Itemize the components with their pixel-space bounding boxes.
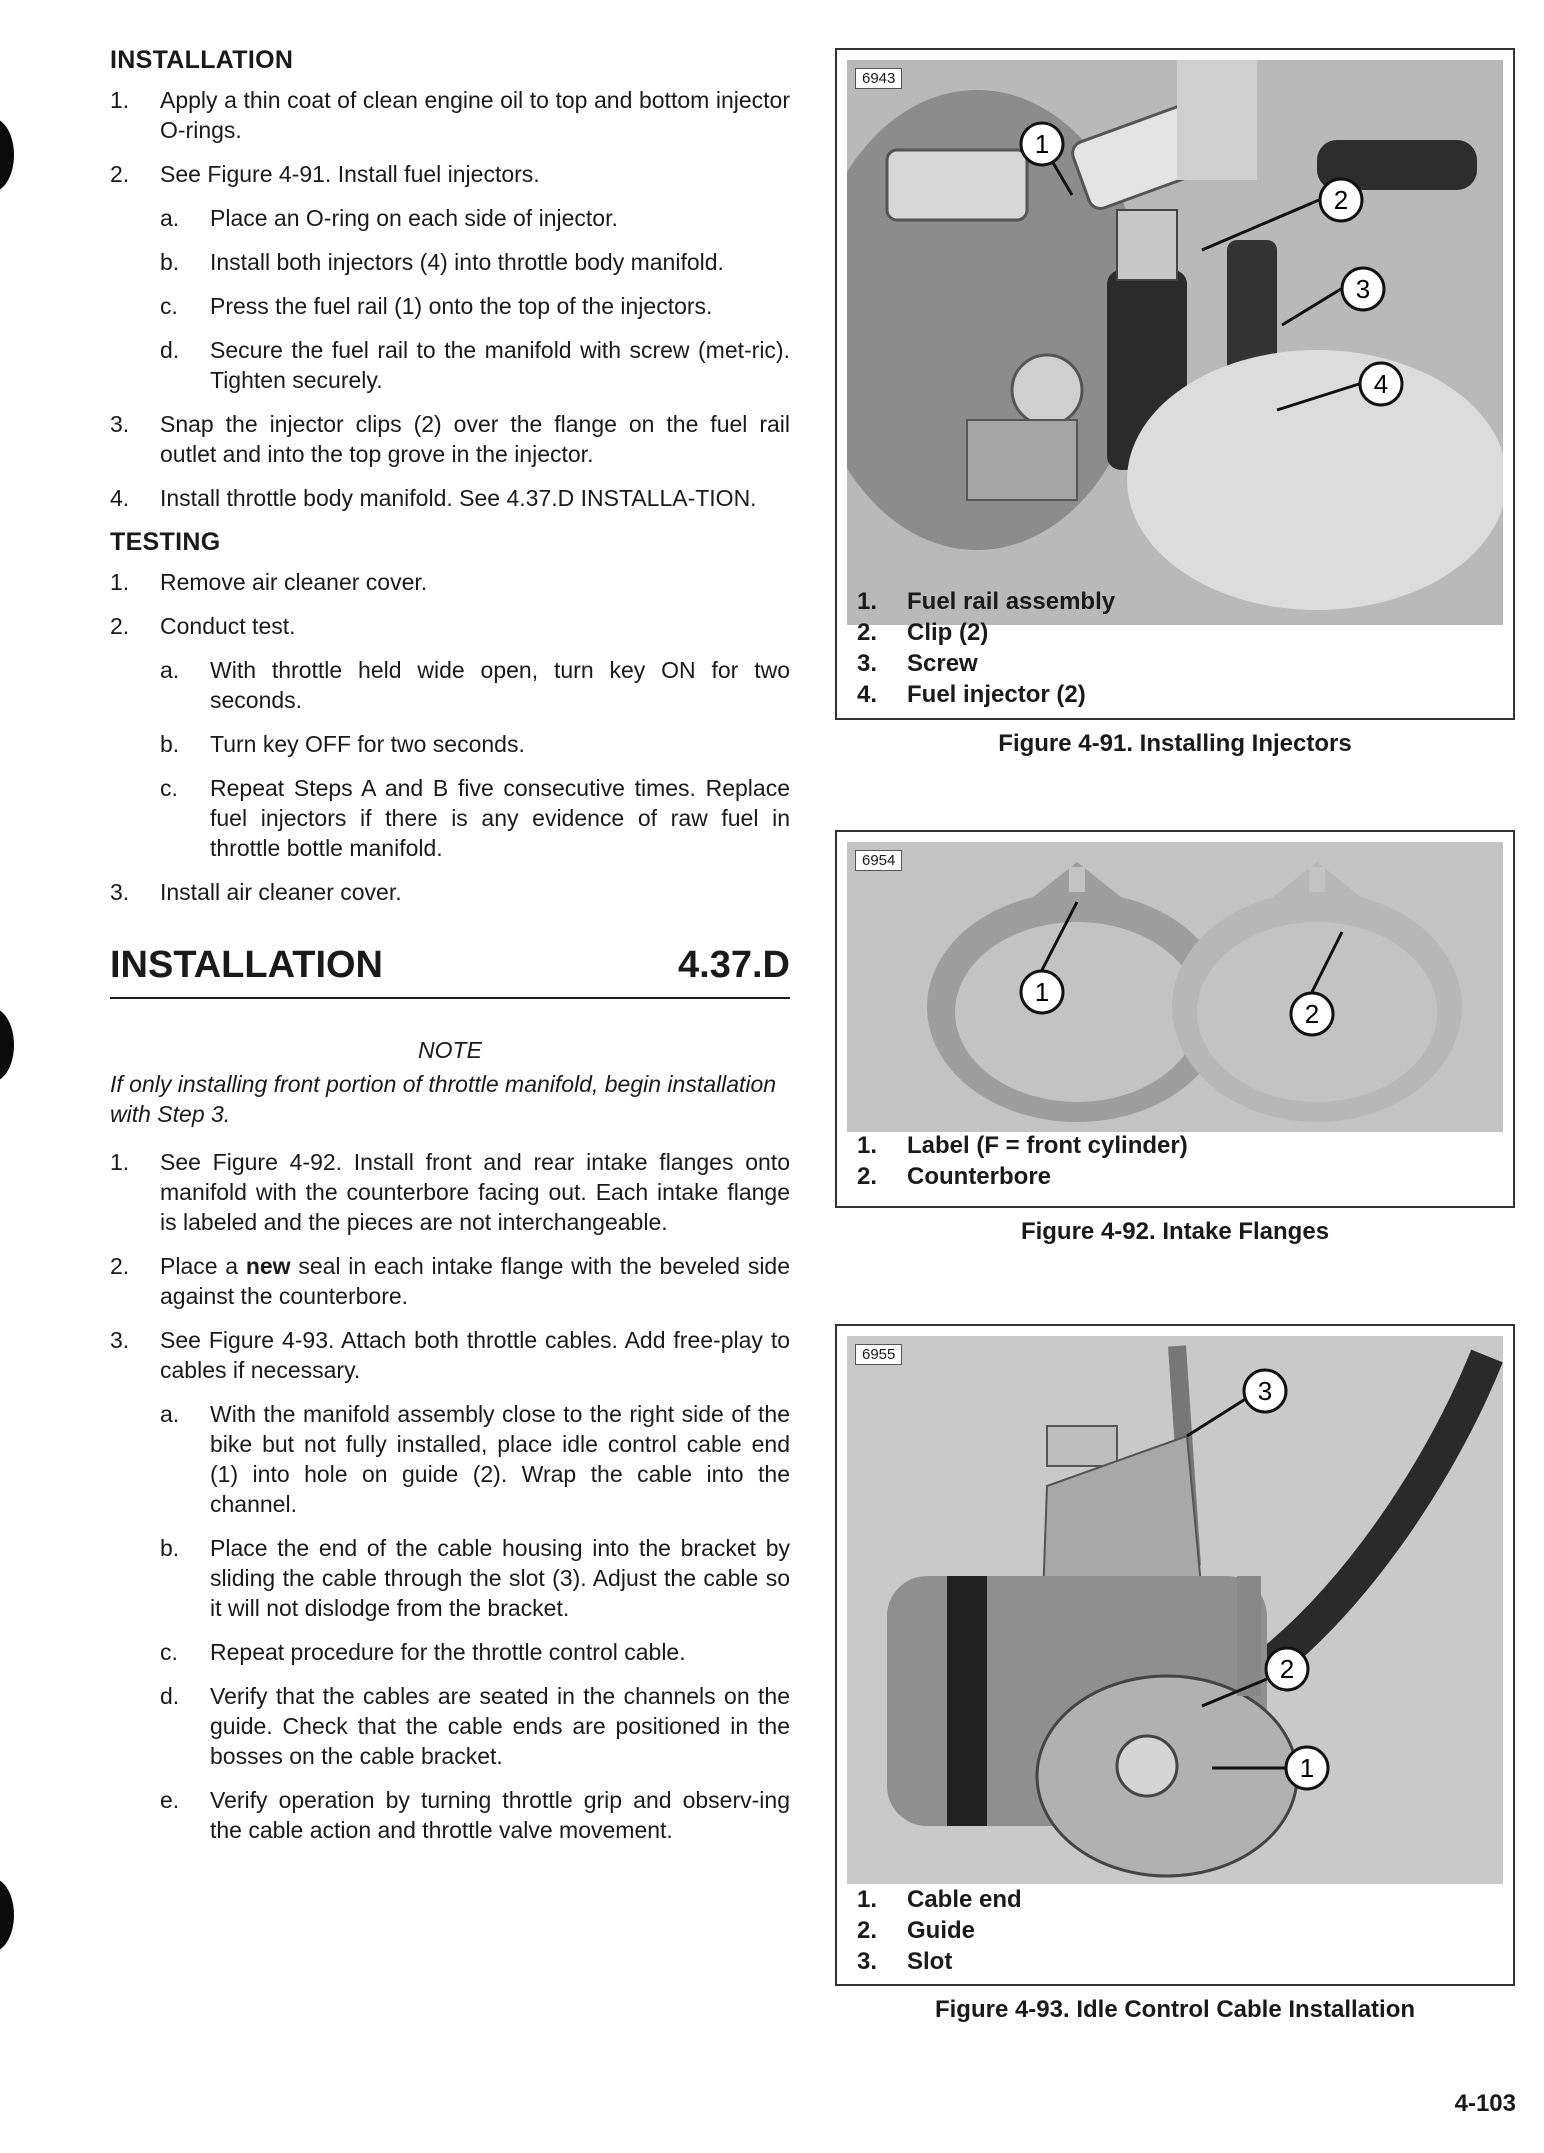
svg-text:1: 1	[1034, 129, 1050, 159]
callout-1	[1021, 123, 1063, 165]
legend-item: 1. Fuel rail assembly	[857, 588, 1116, 615]
testing-substep: a. With throttle held wide open, turn key ON for two seconds.	[160, 657, 790, 713]
callout-3	[1244, 1370, 1286, 1412]
callout-2	[1320, 179, 1362, 221]
binder-hole-bottom	[0, 1878, 14, 1952]
flanges-photo	[847, 842, 1503, 1132]
callout-2	[1291, 993, 1333, 1035]
testing-step: 2. Conduct test.	[110, 613, 296, 639]
flanges-illustration	[847, 842, 1503, 1132]
callout-2	[1266, 1648, 1308, 1690]
install-substep: c. Press the fuel rail (1) onto the top of the injectors.	[160, 293, 713, 319]
testing-step: 3. Install air cleaner cover.	[110, 879, 402, 905]
photo-id: 6943	[855, 68, 902, 89]
binder-hole-top	[0, 118, 14, 192]
figure-caption: Figure 4-92. Intake Flanges	[1020, 1218, 1330, 1245]
svg-text:2: 2	[1333, 185, 1349, 215]
legend-item: 3. Slot	[857, 1948, 953, 1975]
install-step: 4. Install throttle body manifold. See 4.37.D INSTALLA-TION.	[110, 485, 757, 511]
testing-step: 1. Remove air cleaner cover.	[110, 569, 428, 595]
callout-1	[1286, 1747, 1328, 1789]
section-title: INSTALLATION	[110, 944, 383, 986]
svg-text:2: 2	[1279, 1654, 1295, 1684]
figure-4-93	[835, 1324, 1515, 1986]
callout-3	[1342, 268, 1384, 310]
testing-heading: TESTING	[110, 528, 221, 556]
figure-caption: Figure 4-93. Idle Control Cable Installation	[934, 1996, 1416, 2023]
cable-illustration	[847, 1336, 1503, 1884]
photo-id: 6955	[855, 1344, 902, 1365]
section-header	[110, 945, 790, 999]
section-number: 4.37.D	[678, 944, 790, 986]
photo-id: 6954	[855, 850, 902, 871]
svg-text:1: 1	[1034, 977, 1050, 1007]
injector-illustration	[847, 60, 1503, 625]
install-step: 3. Snap the injector clips (2) over the flange on the fuel rail outlet and into the top grove in the injector.	[110, 411, 790, 467]
install-step: 2. See Figure 4-91. Install fuel injectors.	[110, 161, 540, 187]
legend-item: 2. Counterbore	[857, 1163, 1051, 1190]
installation-heading: INSTALLATION	[110, 46, 294, 74]
testing-substep: b. Turn key OFF for two seconds.	[160, 731, 525, 757]
section-substep: c. Repeat procedure for the throttle control cable.	[160, 1639, 686, 1665]
section-substep: a. With the manifold assembly close to the right side of the bike but not fully installed, place idle control cable end (1) into hole on guide (2). Wrap the cable into the channel.	[160, 1401, 790, 1517]
install-substep: b. Install both injectors (4) into throttle body manifold.	[160, 249, 724, 275]
section-step: 1. See Figure 4-92. Install front and rear intake flanges onto manifold with the counterbore facing out. Each intake flange is labeled and the pieces are not interchangeable.	[110, 1149, 790, 1235]
svg-text:1: 1	[1299, 1753, 1315, 1783]
callout-1	[1021, 971, 1063, 1013]
svg-text:4: 4	[1373, 369, 1389, 399]
section-step: 3. See Figure 4-93. Attach both throttle cables. Add free-play to cables if necessary.	[110, 1327, 790, 1383]
install-substep: d. Secure the fuel rail to the manifold with screw (met-ric). Tighten securely.	[160, 337, 790, 393]
svg-text:2: 2	[1304, 999, 1320, 1029]
section-step: 2. Place a new seal in each intake flange with the beveled side against the counterbore.	[110, 1253, 791, 1309]
svg-text:3: 3	[1355, 274, 1371, 304]
figure-legend	[857, 1884, 1022, 1977]
install-step: 1. Apply a thin coat of clean engine oil to top and bottom injector O-rings.	[110, 87, 790, 143]
figure-legend	[857, 586, 1115, 710]
note-text: If only installing front portion of throttle manifold, begin installation with Step 3.	[110, 1071, 777, 1127]
cable-photo	[847, 1336, 1503, 1884]
note-title: NOTE	[418, 1037, 482, 1063]
figure-legend	[857, 1130, 1188, 1192]
binder-hole-middle	[0, 1008, 14, 1082]
legend-item: 2. Guide	[857, 1917, 976, 1944]
section-substep: d. Verify that the cables are seated in the channels on the guide. Check that the cable ends are positioned in the bosses on the cable bracket.	[160, 1683, 790, 1769]
legend-item: 2. Clip (2)	[857, 619, 989, 646]
install-substep: a. Place an O-ring on each side of injector.	[160, 205, 618, 231]
callout-4	[1360, 363, 1402, 405]
legend-item: 3. Screw	[857, 650, 978, 677]
left-column	[110, 45, 790, 1859]
section-substep: e. Verify operation by turning throttle grip and observ-ing the cable action and throttle valve movement.	[160, 1787, 790, 1843]
figure-caption: Figure 4-91. Installing Injectors	[998, 730, 1352, 757]
emphasis-new: new	[245, 1253, 291, 1279]
legend-item: 4. Fuel injector (2)	[857, 681, 1086, 708]
svg-text:3: 3	[1257, 1376, 1273, 1406]
section-substep: b. Place the end of the cable housing into the bracket by sliding the cable through the slot (3). Adjust the cable so it will not dislodge from the bracket.	[160, 1535, 790, 1621]
page-number: 4-103	[1454, 2090, 1516, 2117]
legend-item: 1. Label (F = front cylinder)	[857, 1132, 1188, 1159]
figure-4-91	[835, 48, 1515, 720]
injector-photo	[847, 60, 1503, 625]
legend-item: 1. Cable end	[857, 1886, 1022, 1913]
figure-4-92	[835, 830, 1515, 1208]
testing-substep: c. Repeat Steps A and B five consecutive times. Replace fuel injectors if there is any evidence of raw fuel in throttle bottle manifold.	[160, 775, 790, 861]
